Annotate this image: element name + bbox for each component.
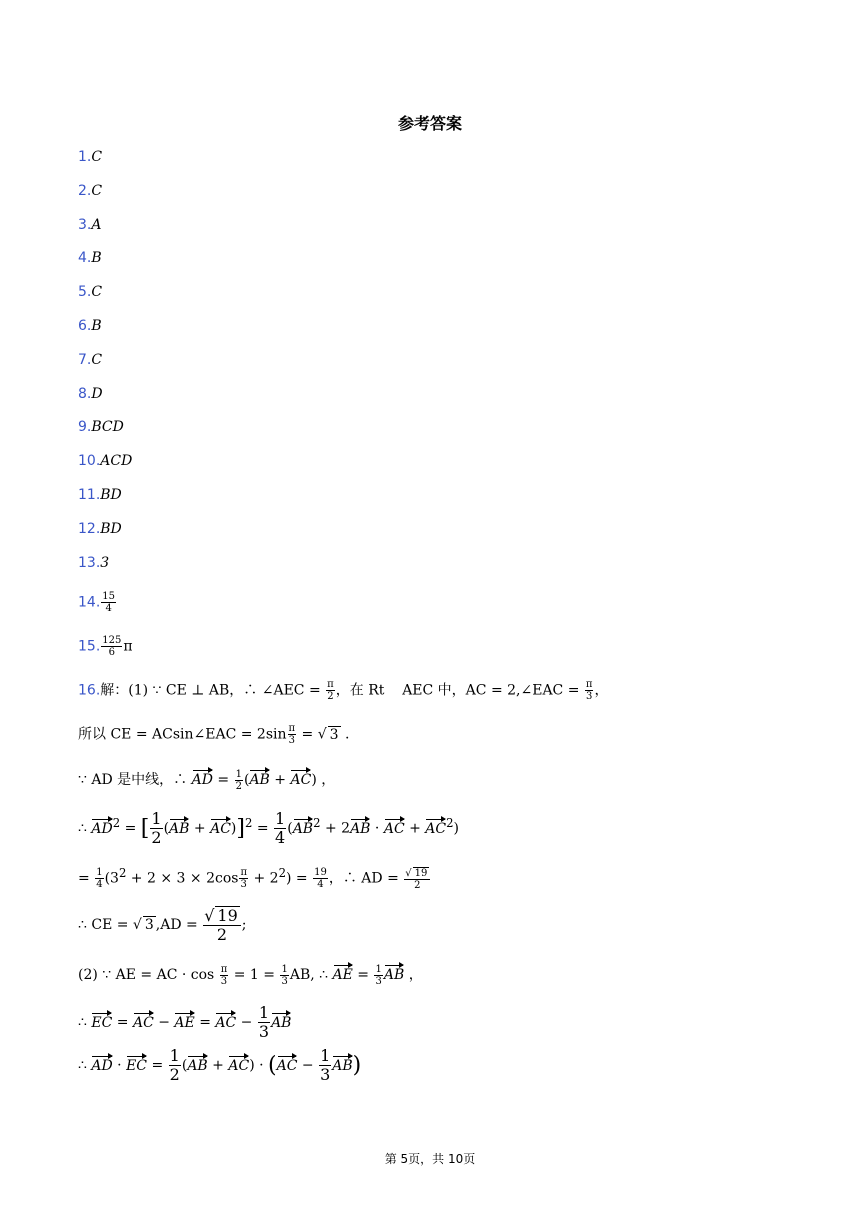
answer-value: BD bbox=[100, 487, 122, 503]
answer-number: 13. bbox=[78, 554, 101, 571]
answer-item bbox=[78, 182, 102, 200]
text: ，在 Rt bbox=[335, 682, 385, 699]
text: ∵ AD 是中线，∴ bbox=[78, 772, 188, 788]
answer-number: 4. bbox=[78, 250, 92, 267]
sqrt: 3 bbox=[329, 726, 339, 743]
sqrt: 3 bbox=[144, 917, 154, 933]
answer-value: BD bbox=[100, 520, 122, 537]
answer-item bbox=[78, 216, 101, 234]
text: 所以 CE = ACsin∠EAC = 2sin bbox=[78, 726, 287, 743]
answer-number: 16. bbox=[78, 682, 101, 699]
text: AEC 中，AC = 2,∠EAC = bbox=[402, 682, 580, 699]
answer-number: 5. bbox=[78, 284, 92, 301]
text: ∴ bbox=[78, 1014, 87, 1031]
answer-value: ACD bbox=[100, 453, 133, 470]
solution-label: 解： bbox=[100, 682, 129, 699]
solution-line-5: = $\frac{1}{4}$ ($3^2 + 2 \times 3 \times 2\cos$ $\frac{\pi}{3}$ + $2^2$) = $\frac{19}{4}$ ，∴ AD = $\frac{√ 19}{2}$ bbox=[78, 866, 431, 891]
text: ; bbox=[241, 917, 247, 933]
solution-line-6: ∴ CE = √ 3 ,AD = $\frac{√ 19}{2}$ ; bbox=[78, 906, 247, 944]
answer-number: 10. bbox=[78, 453, 101, 470]
text: (1) ∵ CE ⊥ AB，∴ ∠AEC = bbox=[128, 682, 321, 699]
answer-value: C bbox=[91, 284, 103, 301]
answer-item bbox=[78, 554, 109, 572]
solution-line-4: ∴ $AD^2$ = [ $\frac{1}{2}$ (AB + AC)]$^2$ = $\frac{1}{4}$ ($AB^2 + 2AB$ · AC + $AC^2$) bbox=[78, 809, 460, 847]
answer-number: 12. bbox=[78, 520, 101, 537]
answer-item bbox=[78, 317, 102, 335]
answer-item bbox=[78, 452, 132, 470]
answer-number: 11. bbox=[78, 487, 101, 503]
answer-item bbox=[78, 148, 102, 166]
solution-line-2: 所以 CE = ACsin∠EAC = 2sin $\frac{\pi}{3}$ = √ 3 . bbox=[78, 723, 350, 746]
answer-item bbox=[78, 249, 102, 267]
text: × 3 × 2cos bbox=[160, 870, 239, 887]
fraction: $\frac{15}{4}$ bbox=[102, 591, 115, 614]
answer-item bbox=[78, 520, 122, 538]
text: = 1 = bbox=[233, 967, 275, 983]
answer-value: C bbox=[91, 149, 103, 165]
solution-line-7: (2) ∵ AE = AC · cos $\frac{\pi}{3}$ = 1 = $\frac{1}{3}$ AB, ∴ AE = $\frac{1}{3}$ AB ， bbox=[78, 963, 423, 987]
answer-value: BCD bbox=[91, 419, 124, 436]
answer-number: 9. bbox=[78, 419, 92, 436]
text: ，∴ AD = bbox=[328, 870, 399, 887]
text: ∴ bbox=[78, 1057, 87, 1074]
answer-number: 14. bbox=[78, 594, 101, 611]
answer-item bbox=[78, 351, 102, 369]
answer-value: 3 bbox=[100, 554, 110, 571]
answer-item bbox=[78, 385, 103, 403]
text: ,AD = bbox=[155, 917, 198, 933]
text: = bbox=[301, 726, 314, 743]
answer-value: C bbox=[91, 351, 103, 368]
solution-line-3: ∵ AD 是中线，∴ AD = $\frac{1}{2}$ (AB + AC) ， bbox=[78, 768, 336, 792]
text: ∴ CE = bbox=[78, 917, 133, 933]
answer-number: 2. bbox=[78, 182, 92, 199]
answer-number: 6. bbox=[78, 318, 92, 334]
answer-value: A bbox=[91, 216, 102, 233]
answer-number: 15. bbox=[78, 638, 101, 655]
answer-number: 8. bbox=[78, 385, 92, 402]
solution-line-1: 16.解：(1) ∵ CE ⊥ AB，∴ ∠AEC = $\frac{\pi}{2}$ ，在 Rt AEC 中，AC = 2,∠EAC = $\frac{\pi}{3}$ ， bbox=[78, 679, 609, 702]
text: AB, ∴ bbox=[289, 967, 329, 983]
text: ， bbox=[594, 682, 609, 699]
answer-number: 1. bbox=[78, 149, 92, 165]
page-footer: 第 5页，共 10页 bbox=[384, 1152, 476, 1166]
answer-number: 7. bbox=[78, 351, 92, 368]
text: . bbox=[345, 726, 350, 743]
solution-line-8: ∴ EC = AC − AE = AC − $\frac{1}{3}$ AB bbox=[78, 1003, 292, 1041]
fraction: $\frac{125}{6}$ bbox=[102, 635, 122, 658]
text: (2) ∵ AE = AC · cos bbox=[78, 967, 215, 983]
text: ∴ bbox=[78, 820, 87, 837]
answer-value: B bbox=[91, 250, 102, 267]
answer-15 bbox=[78, 635, 133, 658]
pi-symbol: π bbox=[123, 638, 133, 655]
answer-value: B bbox=[91, 318, 102, 334]
page-title: 参考答案 bbox=[397, 114, 462, 133]
answer-item bbox=[78, 418, 124, 436]
answer-value: D bbox=[91, 385, 103, 402]
answer-value: C bbox=[91, 182, 103, 199]
answer-item bbox=[78, 283, 102, 301]
answer-number: 3. bbox=[78, 216, 92, 233]
solution-line-9: ∴ AD · EC = $\frac{1}{2}$ (AB + AC) · (AC − $\frac{1}{3}$ AB) bbox=[78, 1046, 362, 1084]
answer-14 bbox=[78, 591, 117, 614]
answer-item bbox=[78, 486, 122, 504]
